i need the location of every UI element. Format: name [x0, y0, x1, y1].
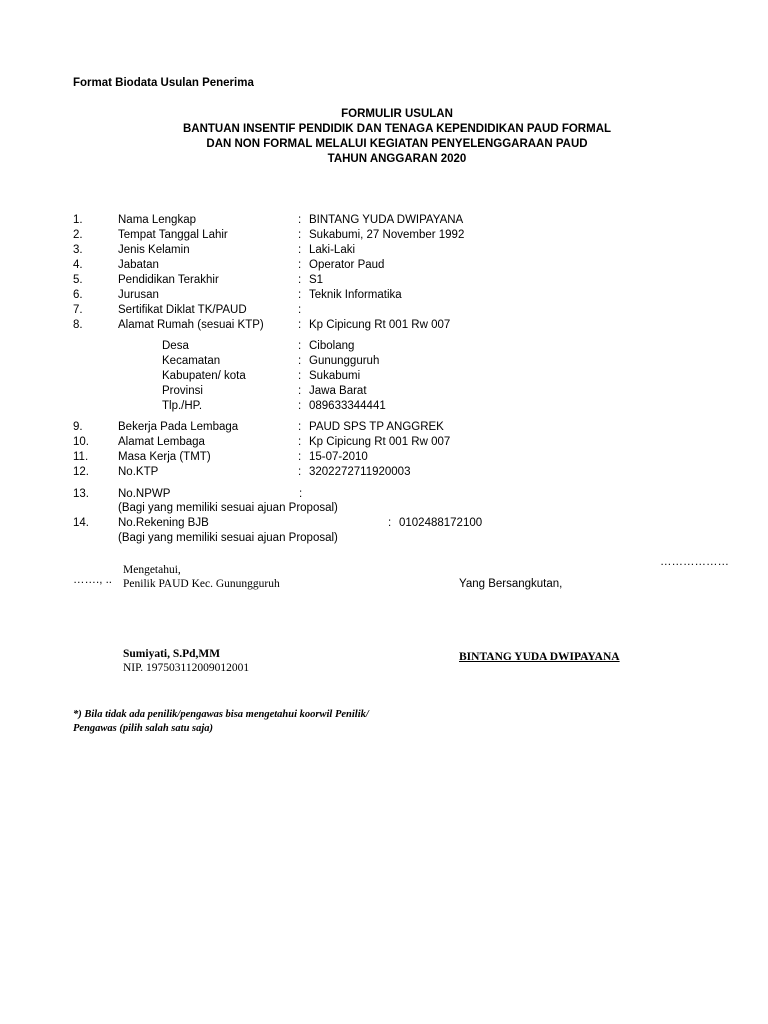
address-colon: :: [298, 385, 302, 397]
applicant-name: BINTANG YUDA DWIPAYANA: [459, 651, 620, 663]
footnote-line-1: *) Bila tidak ada penilik/pengawas bisa mengetahui koorwil Penilik/: [73, 709, 369, 720]
item-colon: :: [298, 229, 302, 241]
item-value: Laki-Laki: [309, 244, 356, 256]
item-label: Jabatan: [118, 259, 159, 271]
address-label: Tlp./HP.: [162, 400, 203, 412]
item-colon: :: [298, 304, 302, 316]
item-value: Sukabumi, 27 November 1992: [309, 229, 465, 241]
item-number: 1.: [73, 214, 83, 226]
item-number: 5.: [73, 274, 83, 286]
item-value: Teknik Informatika: [309, 289, 402, 301]
item-label: No.Rekening BJB: [118, 517, 209, 529]
address-colon: :: [298, 400, 302, 412]
item-note: (Bagi yang memiliki sesuai ajuan Proposal): [118, 532, 338, 544]
item-label: No.NPWP: [118, 488, 171, 500]
address-value: 089633344441: [309, 400, 386, 412]
place-dots: ……., ..: [73, 574, 112, 586]
item-number: 3.: [73, 244, 83, 256]
item-number: 2.: [73, 229, 83, 241]
item-colon: :: [298, 214, 302, 226]
address-label: Kabupaten/ kota: [162, 370, 246, 382]
item-label: Bekerja Pada Lembaga: [118, 421, 239, 433]
item-colon: :: [299, 488, 303, 500]
item-number: 11.: [73, 451, 89, 463]
item-colon: :: [298, 466, 302, 478]
penilik-name: Sumiyati, S.Pd,MM: [123, 648, 221, 660]
address-colon: :: [298, 340, 302, 352]
address-colon: :: [298, 355, 302, 367]
item-note: (Bagi yang memiliki sesuai ajuan Proposal): [118, 502, 338, 514]
address-value: Sukabumi: [309, 370, 361, 382]
item-colon: :: [298, 259, 302, 271]
date-dots: ………………: [660, 556, 729, 568]
penilik-nip: NIP. 197503112009012001: [123, 662, 250, 674]
item-number: 8.: [73, 319, 83, 331]
mengetahui-label: Mengetahui,: [123, 564, 181, 576]
item-label: Alamat Rumah (sesuai KTP): [118, 319, 264, 331]
item-label: Nama Lengkap: [118, 214, 196, 226]
address-label: Kecamatan: [162, 355, 221, 367]
address-value: Cibolang: [309, 340, 355, 352]
item-colon: :: [298, 319, 302, 331]
item-number: 10.: [73, 436, 89, 448]
footnote-line-2: Pengawas (pilih salah satu saja): [73, 723, 214, 734]
item-colon: :: [298, 451, 302, 463]
item-value: 3202272711920003: [309, 466, 411, 478]
item-label: Jenis Kelamin: [118, 244, 190, 256]
item-label: Tempat Tanggal Lahir: [118, 229, 228, 241]
item-label: Masa Kerja (TMT): [118, 451, 211, 463]
item-label: Jurusan: [118, 289, 159, 301]
header-note: Format Biodata Usulan Penerima: [73, 77, 254, 89]
title-line-1: FORMULIR USULAN: [341, 108, 453, 120]
title-line-2: BANTUAN INSENTIF PENDIDIK DAN TENAGA KEPENDIDIKAN PAUD FORMAL: [182, 123, 612, 135]
item-number: 9.: [73, 421, 83, 433]
item-label: No.KTP: [118, 466, 159, 478]
address-value: Jawa Barat: [309, 385, 367, 397]
address-label: Desa: [162, 340, 189, 352]
item-value: BINTANG YUDA DWIPAYANA: [309, 214, 464, 226]
item-value: 0102488172100: [399, 517, 483, 529]
item-colon: :: [298, 274, 302, 286]
item-number: 14.: [73, 517, 89, 529]
item-label: Sertifikat Diklat TK/PAUD: [118, 304, 247, 316]
item-value: S1: [309, 274, 324, 286]
title-line-3: DAN NON FORMAL MELALUI KEGIATAN PENYELENGGARAAN PAUD: [206, 138, 588, 150]
item-number: 12.: [73, 466, 89, 478]
item-colon: :: [298, 421, 302, 433]
item-label: Pendidikan Terakhir: [118, 274, 219, 286]
item-value: Kp Cipicung Rt 001 Rw 007: [309, 319, 451, 331]
item-value: 15-07-2010: [309, 451, 368, 463]
penilik-title: Penilik PAUD Kec. Gunungguruh: [123, 578, 280, 590]
item-label: Alamat Lembaga: [118, 436, 205, 448]
item-value: Operator Paud: [309, 259, 385, 271]
item-number: 13.: [73, 488, 89, 500]
item-number: 7.: [73, 304, 83, 316]
item-colon: :: [388, 517, 392, 529]
item-value: PAUD SPS TP ANGGREK: [309, 421, 444, 433]
address-value: Gunungguruh: [309, 355, 380, 367]
item-colon: :: [298, 436, 302, 448]
title-line-4: TAHUN ANGGARAN 2020: [327, 153, 467, 165]
yang-bersangkutan-label: Yang Bersangkutan,: [459, 578, 563, 590]
item-colon: :: [298, 289, 302, 301]
item-number: 6.: [73, 289, 83, 301]
address-label: Provinsi: [162, 385, 203, 397]
item-number: 4.: [73, 259, 83, 271]
item-colon: :: [298, 244, 302, 256]
address-colon: :: [298, 370, 302, 382]
item-value: Kp Cipicung Rt 001 Rw 007: [309, 436, 451, 448]
